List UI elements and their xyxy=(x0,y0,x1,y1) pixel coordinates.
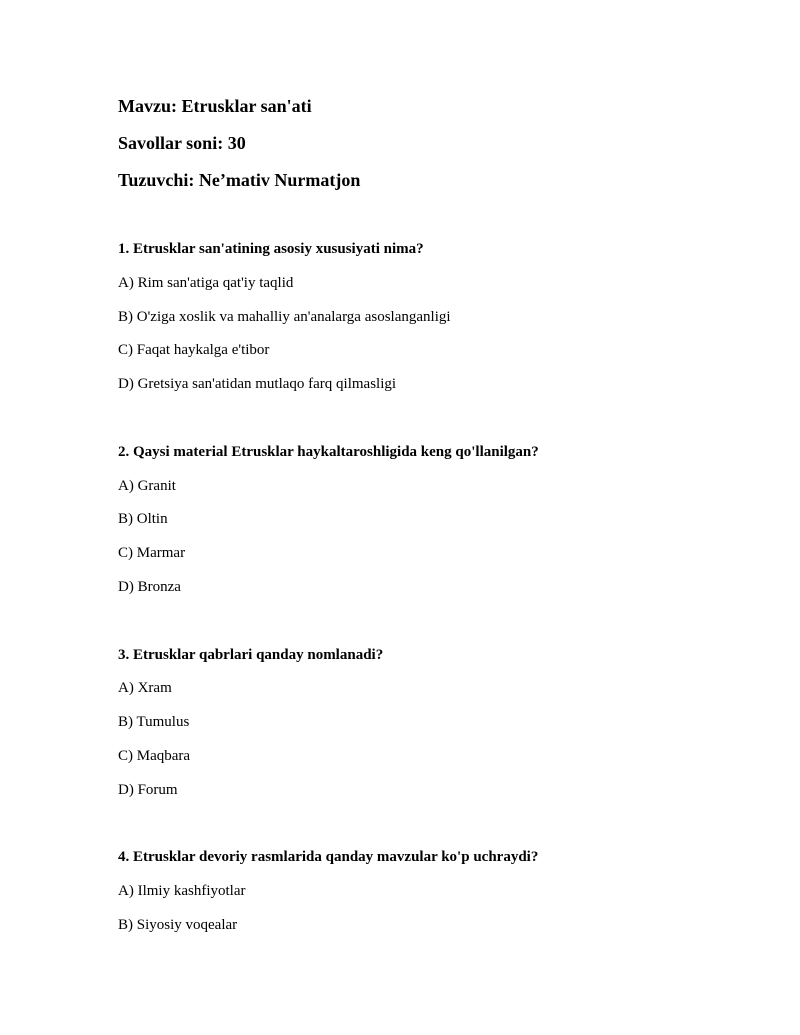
answer-option: B) Siyosiy voqealar xyxy=(118,917,238,933)
answer-option: D) Gretsiya san'atidan mutlaqo farq qilmasligi xyxy=(118,376,397,392)
answer-option: D) Forum xyxy=(118,782,178,798)
answer-option: A) Rim san'atiga qat'iy taqlid xyxy=(118,275,294,291)
answer-option: B) Oltin xyxy=(118,511,168,527)
answer-option: C) Faqat haykalga e'tibor xyxy=(118,342,270,358)
answer-option: C) Maqbara xyxy=(118,748,191,764)
answer-option: B) Tumulus xyxy=(118,714,190,730)
answer-option: A) Xram xyxy=(118,680,172,696)
answer-option: C) Marmar xyxy=(118,545,186,561)
answer-option: D) Bronza xyxy=(118,579,181,595)
topic-heading: Mavzu: Etrusklar san'ati xyxy=(118,96,312,116)
answer-option: A) Granit xyxy=(118,478,176,494)
question-title: 2. Qaysi material Etrusklar haykaltaroshligida keng qo'llanilgan? xyxy=(118,444,539,460)
question-count-heading: Savollar soni: 30 xyxy=(118,133,246,153)
question-title: 1. Etrusklar san'atining asosiy xususiyati nima? xyxy=(118,241,424,257)
question-title: 4. Etrusklar devoriy rasmlarida qanday mavzular ko'p uchraydi? xyxy=(118,849,539,865)
answer-option: B) O'ziga xoslik va mahalliy an'analarga asoslanganligi xyxy=(118,309,451,325)
question-title: 3. Etrusklar qabrlari qanday nomlanadi? xyxy=(118,647,384,663)
author-heading: Tuzuvchi: Ne’mativ Nurmatjon xyxy=(118,170,361,190)
answer-option: A) Ilmiy kashfiyotlar xyxy=(118,883,246,899)
